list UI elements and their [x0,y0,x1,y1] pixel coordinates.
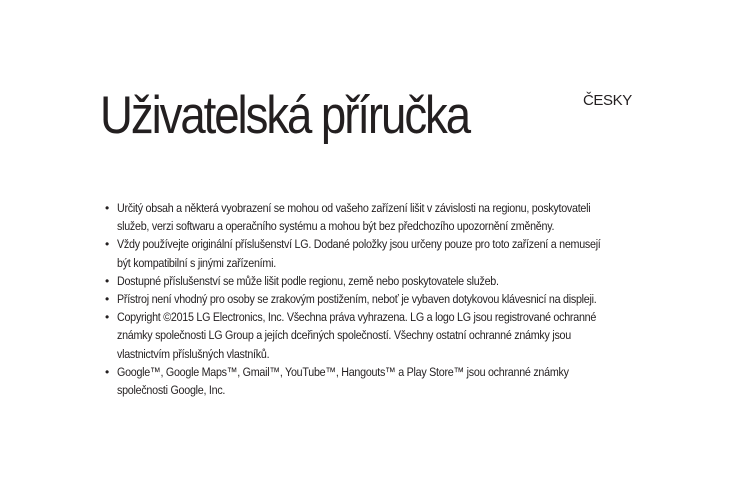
bullet-icon: • [105,201,109,215]
note-line: vlastnictvím příslušných vlastníků. [117,346,270,361]
note-line: společnosti Google, Inc. [117,383,226,398]
note-text [117,290,663,308]
note-text [117,272,663,290]
bullet-icon: • [105,310,109,325]
note-item [105,272,665,290]
note-item [105,290,665,308]
note-text [117,363,663,399]
note-line: být kompatibilní s jinými zařízeními. [117,255,276,270]
note-item [105,363,665,399]
language-label: ČESKY [583,92,632,109]
note-line: Určitý obsah a některá vyobrazení se mohou od vašeho zařízení lišit v závislosti na regionu, poskytovateli [117,201,591,215]
legal-notes-list [105,199,665,399]
note-line: služeb, verzi softwaru a operačního systému a mohou být bez předchozího upozornění změněny. [117,219,555,234]
note-line: Google™, Google Maps™, Gmail™, YouTube™, Hangouts™ a Play Store™ jsou ochranné známky [117,364,569,379]
bullet-icon: • [105,292,109,307]
note-item [105,308,665,363]
note-text [117,308,663,363]
note-item [105,235,665,271]
note-text [117,199,663,235]
bullet-icon: • [105,364,109,379]
note-line: Přístroj není vhodný pro osoby se zrakovým postižením, neboť je vybaven dotykovou klávesnicí na displeji. [117,292,597,307]
note-line: Copyright ©2015 LG Electronics, Inc. Všechna práva vyhrazena. LG a logo LG jsou registrované ochranné [117,310,597,325]
document-title: Uživatelská příručka [100,86,470,145]
bullet-icon: • [105,273,109,288]
note-line: známky společnosti LG Group a jejích dceřiných společností. Všechny ostatní ochranné známky jsou [117,328,571,343]
note-line: Dostupné příslušenství se může lišit podle regionu, země nebo poskytovatele služeb. [117,273,499,288]
note-text [117,235,663,271]
note-line: Vždy používejte originální příslušenství LG. Dodané položky jsou určeny pouze pro toto zařízení a nemusejí [117,237,601,252]
bullet-icon: • [105,237,109,252]
note-item [105,199,665,235]
